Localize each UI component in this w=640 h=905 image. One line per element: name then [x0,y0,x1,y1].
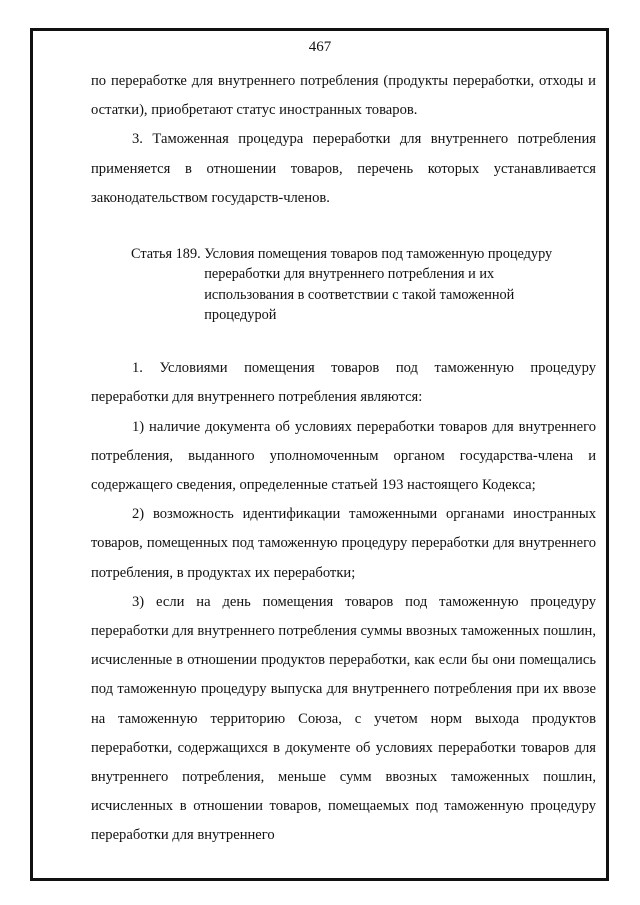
article-heading [91,244,596,325]
article-number: Статья 189. [131,246,205,263]
paragraph-point-3: 3. Таможенная процедура переработки для внутреннего потребления применяется в отношении товаров, перечень которых устанавливается законодательством государств-членов. [91,131,596,206]
paragraph-continuation: по переработке для внутреннего потребления (продукты переработки, отходы и остатки), приобретают статус иностранных товаров. [91,73,596,119]
page-number: 467 [308,39,332,55]
subpoint-3: 3) если на день помещения товаров под таможенную процедуру переработки для внутреннего потребления суммы ввозных таможенных пошлин, исчисленные в отношении продуктов переработки, как если бы они помещались под таможенную процедуру выпуска для внутреннего потребления при их ввозе на таможенную территорию Союза, с учетом норм выхода продуктов переработки, содержащихся в документе об условиях переработки товаров для внутреннего потребления, меньше сумм ввозных таможенных пошлин, исчисленных в отношении товаров, помещаемых под таможенную процедуру переработки для внутреннего [91,593,596,844]
document-body [91,67,596,851]
subpoint-2: 2) возможность идентификации таможенными органами иностранных товаров, помещенных под таможенную процедуру переработки для внутреннего потребления, в продуктах их переработки; [91,506,596,581]
paragraph-point-1: 1. Условиями помещения товаров под таможенную процедуру переработки для внутреннего потребления являются: [91,360,596,406]
subpoint-1: 1) наличие документа об условиях переработки товаров для внутреннего потребления, выданного уполномоченным органом государства-члена и содержащего сведения, определенные статьей 193 настоящего Кодекса; [91,418,596,494]
article-title: Условия помещения товаров под таможенную процедуру переработки для внутреннего потребления и их использования в соответствии с такой таможенной процедурой [204,246,553,323]
